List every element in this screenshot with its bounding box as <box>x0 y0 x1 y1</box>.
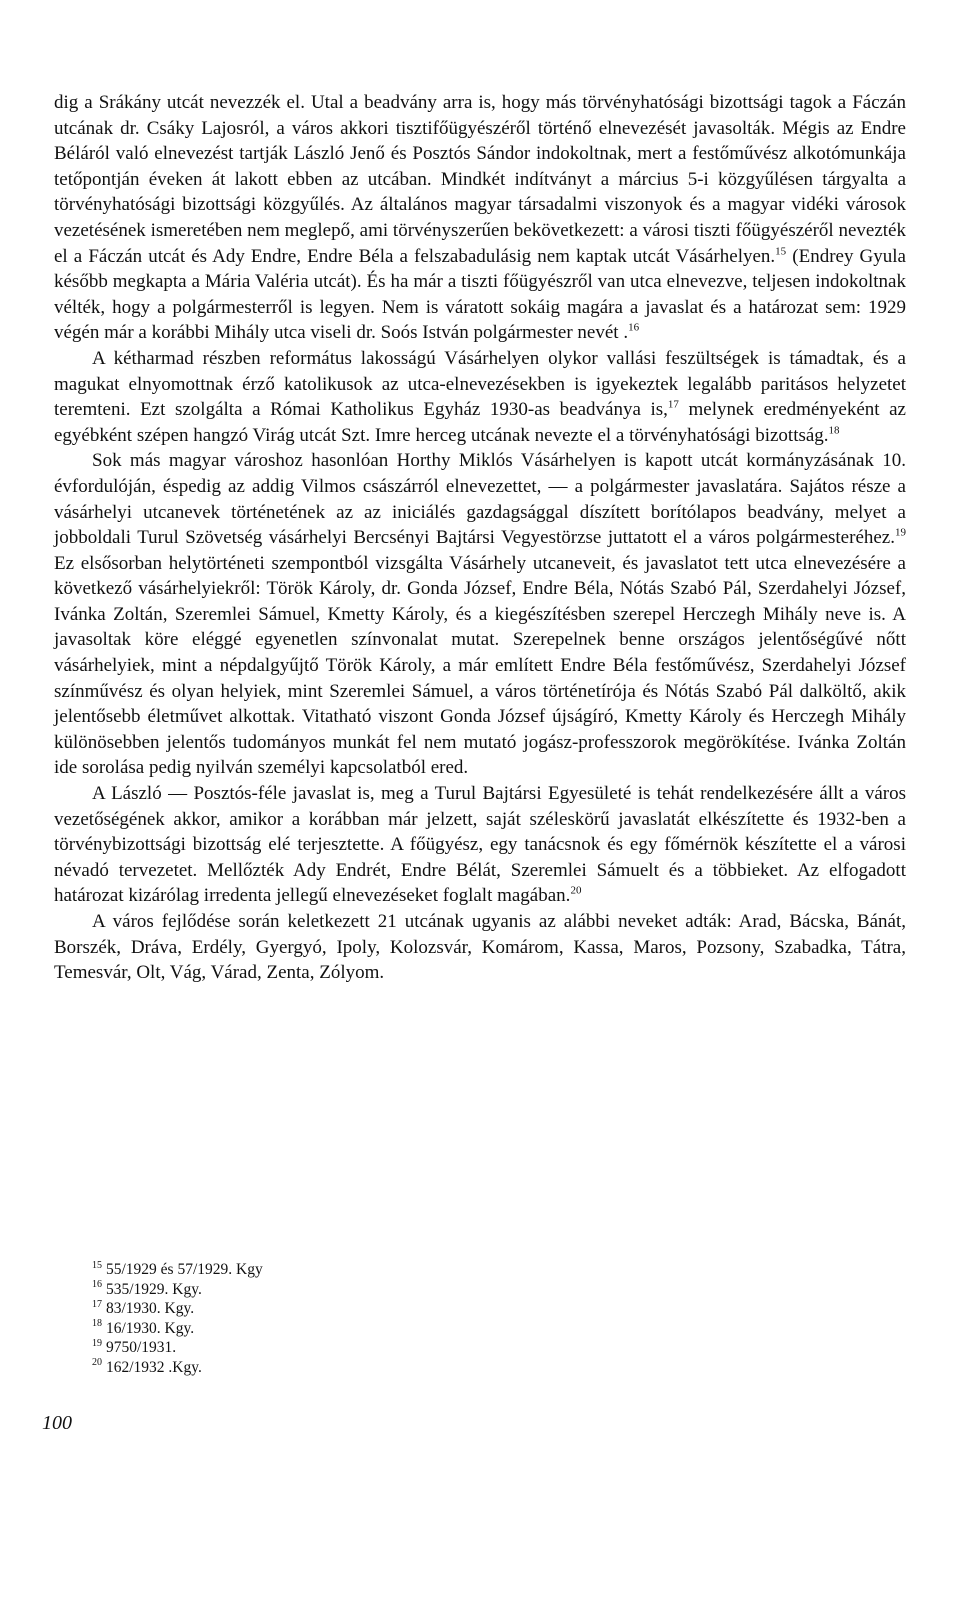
footnote-text: 535/1929. Kgy. <box>106 1280 202 1298</box>
footnote-reference: 19 <box>895 526 906 539</box>
footnote-text: 16/1930. Kgy. <box>106 1319 195 1337</box>
footnote <box>92 1338 263 1358</box>
footnote-text: 9750/1931. <box>106 1339 177 1356</box>
footnote-number: 15 <box>92 1259 102 1271</box>
footnotes <box>92 1260 263 1377</box>
footnote-text: 55/1929 és 57/1929. Kgy <box>106 1261 263 1278</box>
footnote-number: 16 <box>92 1279 102 1291</box>
text-run: (Endrey Gyula később megkapta a Mária Valéria utcát). És ha már a tiszti főügyészről van utca elnevezve, teljesen indokoltnak vélték, hogy a polgármesterről is legyen. Nem is váratott sokáig magára a javaslat és a határozat sem: 1929 végén már a korábbi Mihály utca viseli dr. Soós István polgármester nevét . <box>54 245 906 344</box>
paragraph <box>54 781 906 909</box>
footnote-reference: 18 <box>828 424 840 437</box>
text-run: Ez elsősorban helytörténeti szempontból vizsgálta Vásárhely utcaneveit, és javaslatot tett utca elnevezésére a következő vásárhelyiekről: Török Károly, dr. Gonda József, Endre Béla, Nótás Szabó Pál, Szerdahelyi József, Ivánka Zoltán, Szeremlei Sámuel, Kmetty Károly, és a kiegészítésben szerepel Herczegh Mihály neve is. A javasoltak köre eléggé egyenetlen színvonalat mutat. Szerepelnek benne országos jelentőségűvé nőtt vásárhelyiek, mint a népdalgyűjtő Török Károly, a már említett Endre Béla festőművész, Szerdahelyi József színművész és olyan helyiek, mint Szeremlei Sámuel, a város történetírója és Nótás Szabó Pál dalköltő, akik jelentősebb életművet alkottak. Vitatható viszont Gonda József újságíró, Kmetty Károly és Herczegh Mihály különösebben jelentős tudományos munkát fel nem mutató jogász-professzorok megörökítése. Ivánka Zoltán ide sorolása pedig nyilván személyi kapcsolatból ered. <box>54 552 906 779</box>
footnote-reference: 15 <box>775 245 787 258</box>
footnote-number: 19 <box>92 1337 102 1349</box>
footnote-reference: 17 <box>667 398 679 411</box>
body-text <box>54 90 906 986</box>
paragraph <box>54 90 906 346</box>
text-run: melynek eredményeként az egyébként szépen hangzó Virág utcát Szt. Imre herceg utcának nevezte el a törvényhatósági bizottság. <box>54 399 906 446</box>
footnote-text: 162/1932 .Kgy. <box>106 1358 202 1376</box>
footnote <box>92 1280 263 1300</box>
footnote <box>92 1319 263 1339</box>
page-number: 100 <box>42 1412 72 1434</box>
footnote-number: 18 <box>92 1318 102 1330</box>
footnote-text: 83/1930. Kgy. <box>106 1300 195 1317</box>
text-run: A László — Posztós-féle javaslat is, meg a Turul Bajtársi Egyesületé is tehát rendelkezésére állt a város vezetőségének akkor, amikor a korábban már jelzett, saját széleskörű javaslatát elkészítette és 1932-ben a törvénybizottsági bizottság elé terjesztette. A főügyész, egy tanácsnok és egy főmérnök készítette el a városi névadó tervezetet. Mellőzték Ady Endrét, Endre Bélát, Szeremlei Sámuelt és a többieket. Az elfogadott határozat kizárólag irredenta jellegű elnevezéseket foglalt magában. <box>54 783 906 907</box>
footnote-reference: 20 <box>570 885 582 898</box>
footnote <box>92 1260 263 1280</box>
paragraph <box>54 346 906 448</box>
text-run: A kétharmad részben református lakosságú Vásárhelyen olykor vallási feszültségek is támadtak, és a magukat elnyomottnak érző katolikusok az utca-elnevezésekben is igyekeztek legalább paritásos helyzetet teremteni. Ezt szolgálta a Római Katholikus Egyház 1930-as beadványa is, <box>54 347 906 421</box>
footnote <box>92 1299 263 1319</box>
paragraph <box>54 448 906 781</box>
footnote-number: 20 <box>92 1357 102 1369</box>
text-run: Sok más magyar városhoz hasonlóan Horthy Miklós Vásárhelyen is kapott utcát kormányzásának 10. évfordulóján, éspedig az addig Vilmos császárról elnevezettet, — a polgármester javaslatára. Sajátos része a vásárhelyi utcanevek történetének az az iniciálés gazdagsággal díszített borítólapos beadvány, melyet a jobboldali Turul Szövetség vásárhelyi Bercsényi Bajtársi Vegyestörzse juttatott el a város polgármesteréhez. <box>54 450 906 549</box>
footnote <box>92 1358 263 1378</box>
footnote-number: 17 <box>92 1298 102 1310</box>
footnote-reference: 16 <box>628 322 640 335</box>
paragraph <box>54 909 906 986</box>
text-run: A város fejlődése során keletkezett 21 utcának ugyanis az alábbi neveket adták: Arad, Bácska, Bánát, Borszék, Dráva, Erdély, Gyergyó, Ipoly, Kolozsvár, Komárom, Kassa, Maros, Pozsony, Szabadka, Tátra, Temesvár, Olt, Vág, Várad, Zenta, Zólyom. <box>54 911 906 984</box>
text-run: dig a Srákány utcát nevezzék el. Utal a beadvány arra is, hogy más törvényhatósági bizottsági tagok a Fáczán utcának dr. Csáky Lajosról, a város akkori tisztifőügyészéről történő elnevezését javasolták. Mégis az Endre Béláról való elnevezést tartják László Jenő és Posztós Sándor indokoltnak, mert a festőművész alkotómunkája tetőpontján éveken át lakott ebben az utcában. Mindkét indítványt a március 5-i közgyűlésen tárgyalta a törvényhatósági bizottsági közgyűlés. Az általános magyar társadalmi viszonyok és a magyar vidéki városok vezetésének ismeretében nem meglepő, ami törvényszerűen bekövetkezett: a városi tiszti főügyészéről nevezték el a Fáczán utcát és Ady Endre, Endre Béla a felszabadulásig nem kaptak utcát Vásárhelyen. <box>54 92 906 267</box>
